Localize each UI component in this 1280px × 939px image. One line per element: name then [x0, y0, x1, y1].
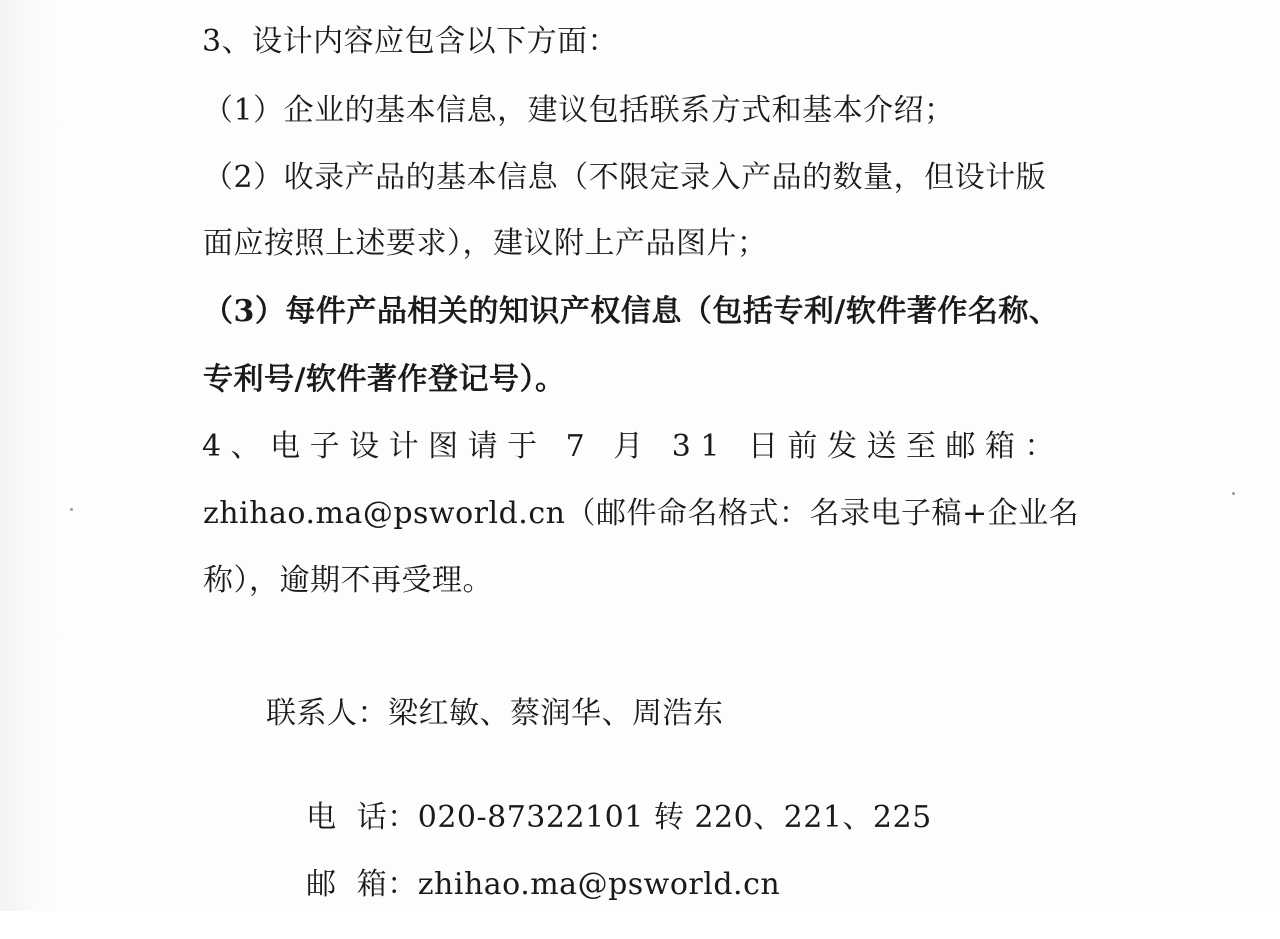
contact-phone-label: 电 话： [306, 800, 418, 835]
contact-person-row [266, 696, 724, 732]
contact-email-label: 邮 箱： [306, 867, 418, 902]
item-3-2-text-line2: 面应按照上述要求），建议附上产品图片； [203, 226, 768, 261]
scan-speck [70, 508, 73, 511]
item-4-text-line1: 4、电子设计图请于 7 月 31 日前发送至邮箱： [202, 429, 1064, 464]
item-3-1-text: （1）企业的基本信息，建议包括联系方式和基本介绍； [203, 93, 955, 128]
scan-shadow-edge [0, 0, 60, 911]
item-3-3-text-line1: （3）每件产品相关的知识产权信息（包括专利/软件著作名称、 [203, 294, 1060, 329]
contact-person-label: 联系人： [266, 696, 388, 731]
item-3-3-text-line2: 专利号/软件著作登记号）。 [203, 362, 566, 397]
contact-person-value: 梁红敏、蔡润华、周浩东 [388, 696, 724, 731]
scan-speck [1232, 492, 1235, 495]
contact-email-row [266, 831, 780, 939]
item-4-text-line3: 称），逾期不再受理。 [203, 563, 493, 598]
item-3-heading: 3、设计内容应包含以下方面： [202, 24, 619, 59]
item-4-text-line2: zhihao.ma@psworld.cn（邮件命名格式：名录电子稿+企业名 [203, 496, 1080, 531]
contact-phone-value: 020-87322101 转 220、221、225 [417, 800, 932, 835]
contact-email-value: zhihao.ma@psworld.cn [417, 867, 781, 902]
item-3-2-text-line1: （2）收录产品的基本信息（不限定录入产品的数量，但设计版 [203, 160, 1047, 195]
